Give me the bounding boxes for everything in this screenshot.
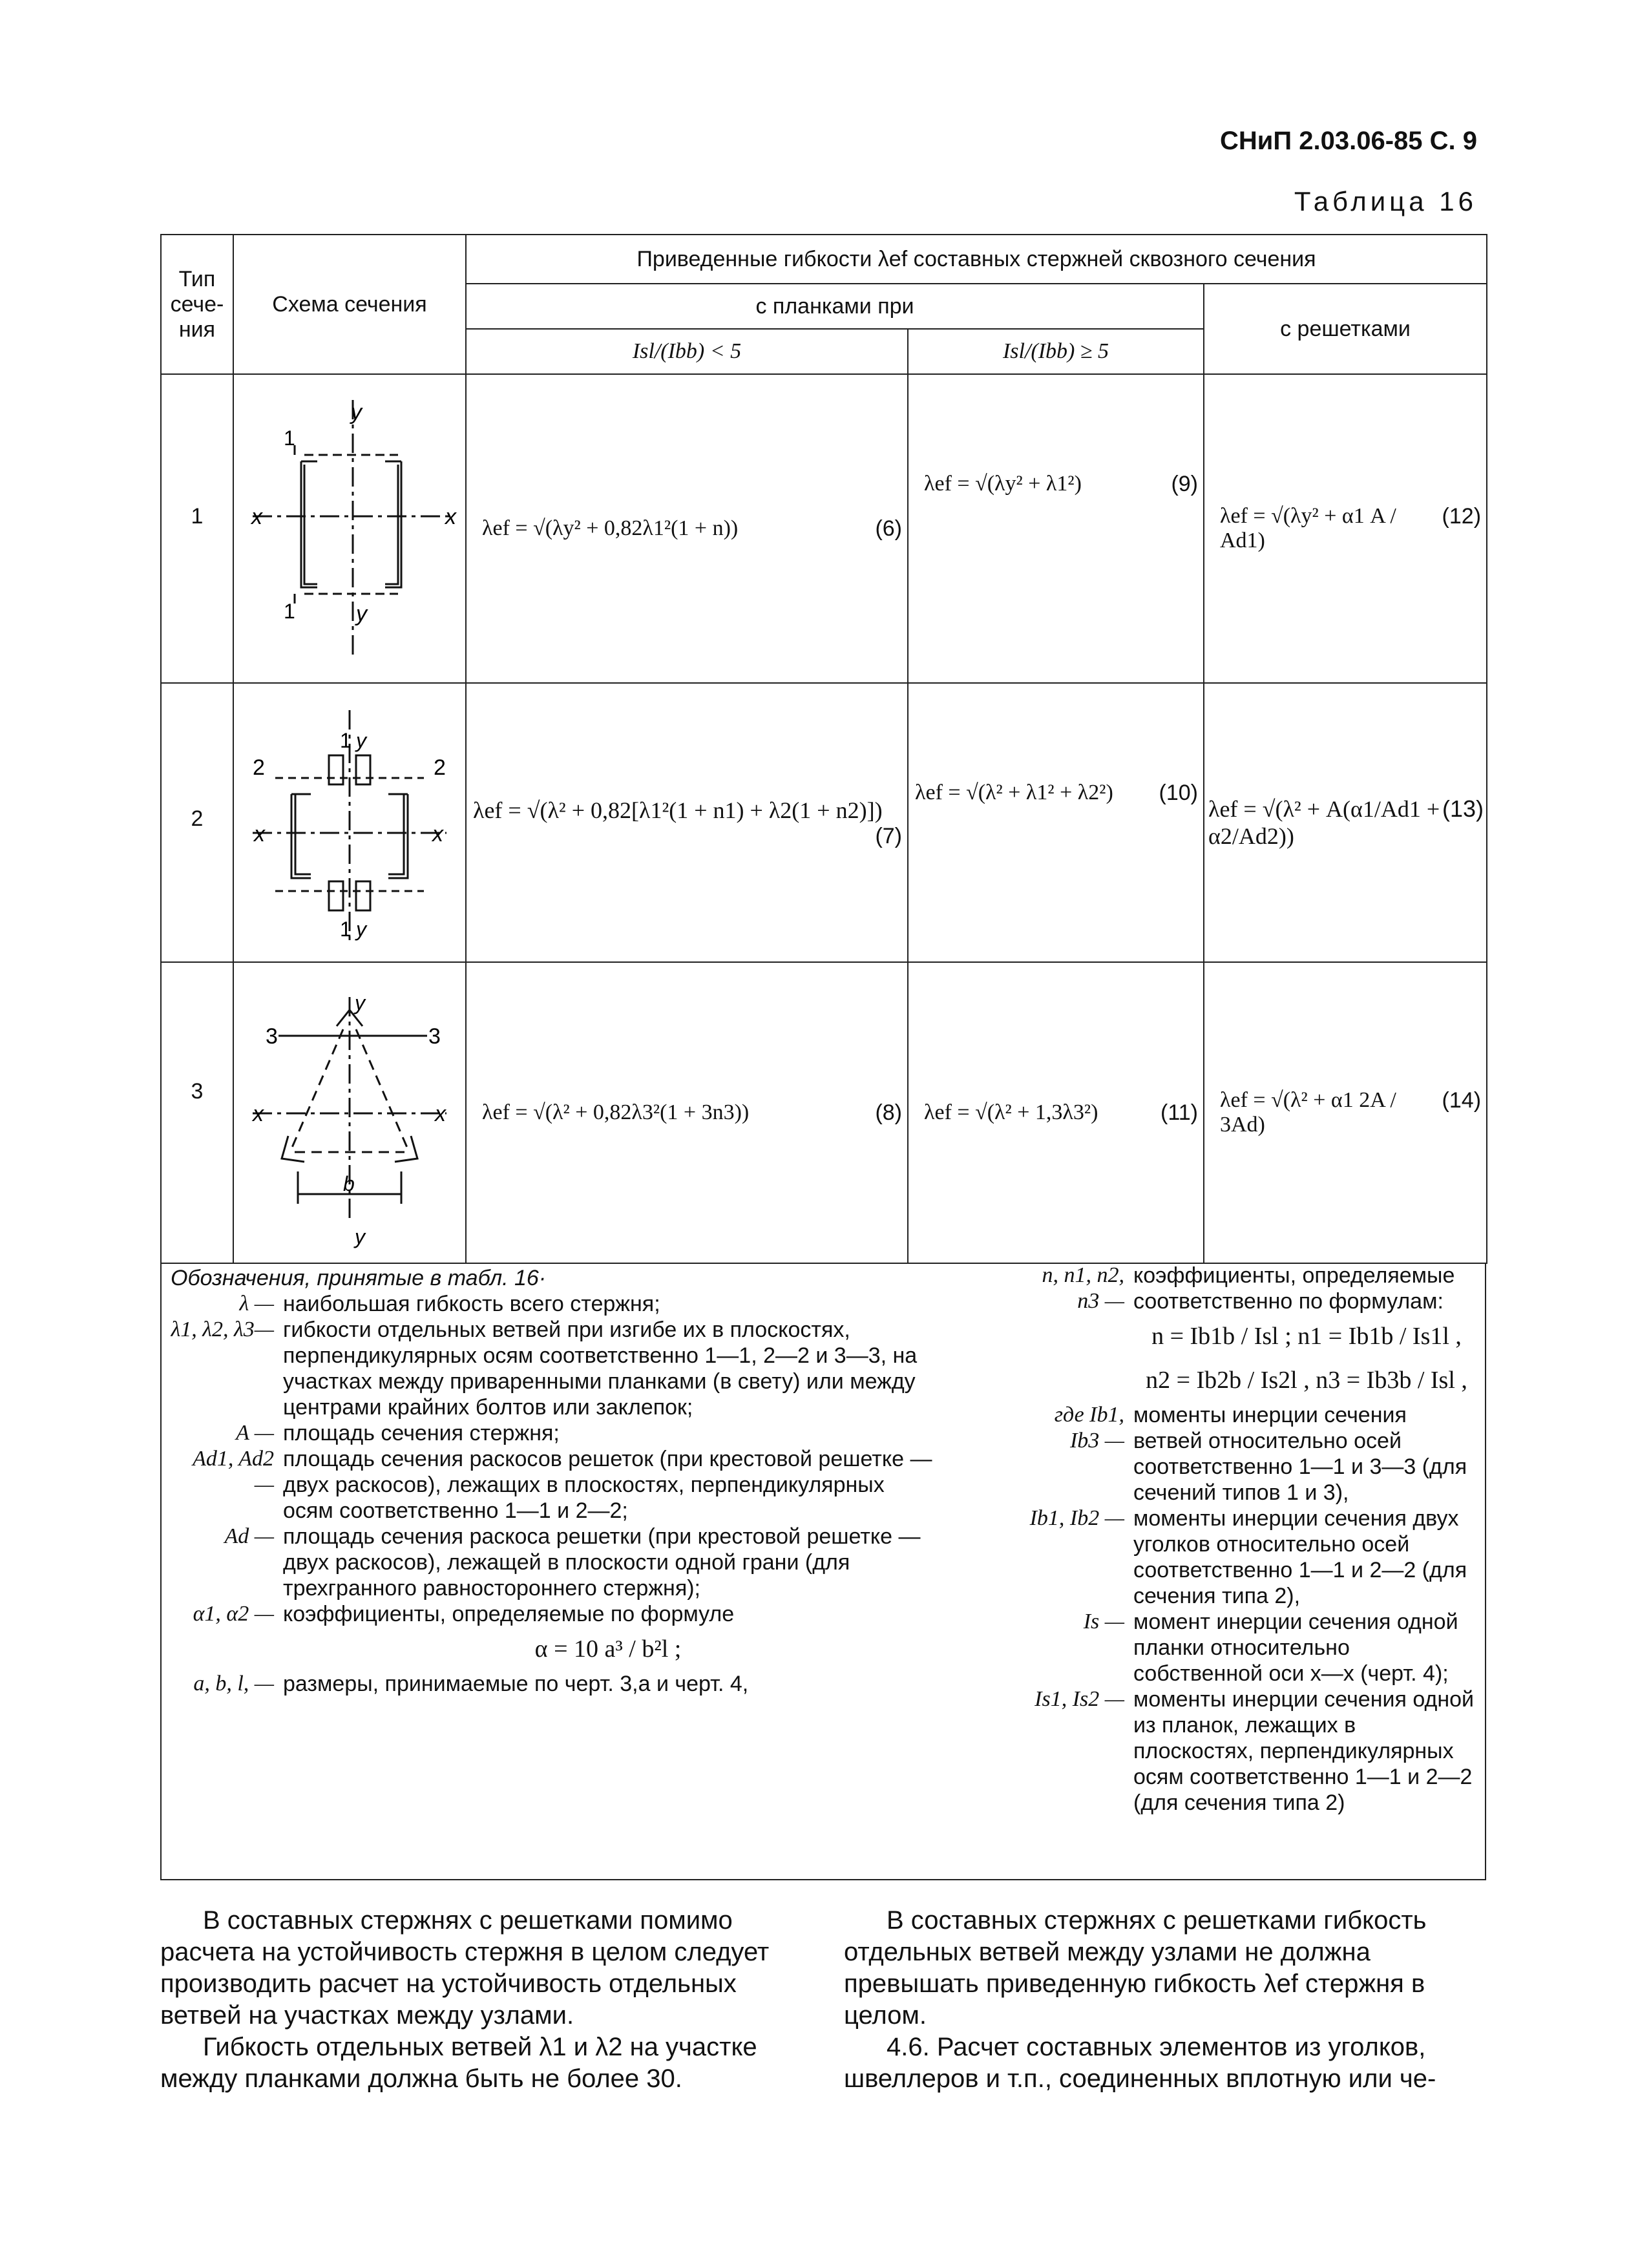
label-y: y <box>356 728 366 752</box>
row-type: 3 <box>161 962 233 1263</box>
note-text: площадь сечения стержня; <box>283 1421 560 1445</box>
table-row <box>161 683 1487 962</box>
formula-12: λef = √(λy² + α1 A / Ad1) <box>1220 504 1396 552</box>
note-symbol <box>171 1627 274 1671</box>
note-text: n2 = Ib2b / Is2l , n3 = Ib3b / Isl , <box>1146 1367 1467 1394</box>
scheme-1-drawing <box>240 381 459 671</box>
formula-number: (13) <box>1442 795 1484 822</box>
note-symbol: Is1, Is2 — <box>1035 1687 1124 1711</box>
formula-7-cell <box>466 683 908 962</box>
note-symbol: A — <box>236 1421 274 1445</box>
col-scheme-header: Схема сечения <box>233 235 466 374</box>
formula-6: λef = √(λy² + 0,82λ1²(1 + n)) <box>482 516 739 540</box>
formula-11-cell <box>908 962 1204 1263</box>
bottom-left-column <box>160 1905 778 2095</box>
formula-14: λef = √(λ² + α1 2A / 3Ad) <box>1220 1088 1396 1137</box>
scheme-2-drawing <box>240 684 459 956</box>
note-item <box>1021 1686 1480 1816</box>
note-item <box>171 1420 933 1446</box>
note-text: α = 10 a³ / b²l ; <box>534 1635 682 1663</box>
note-text: коэффициенты, определяемые соответственно по формулам: <box>1133 1263 1455 1314</box>
formula-number: (14) <box>1442 1088 1482 1113</box>
formula-6-cell <box>466 374 908 683</box>
note-symbol <box>1021 1314 1124 1358</box>
note-text: площадь сечения раскосов решеток (при крестовой решетке —двух раскосов), лежащих в плоскостях, перпендикулярных осям соответственно 1—1 и 2—2; <box>283 1447 932 1523</box>
note-item <box>171 1317 933 1420</box>
formula-10-cell <box>908 683 1204 962</box>
note-text: моменты инерции сечения ветвей относительно осей соответственно 1—1 и 3—3 (для сечений типов 1 и 3), <box>1133 1403 1467 1505</box>
scheme-cell <box>233 374 466 683</box>
cond-lt-header: Isl/(Ibb) < 5 <box>466 329 908 374</box>
formula-number: (7) <box>875 823 902 848</box>
note-symbol: a, b, l, — <box>193 1672 274 1696</box>
paragraph: В составных стержнях с решетками помимо расчета на устойчивость стержня в целом следует производить расчет на устойчивость отдельных ветвей на участках между узлами. <box>160 1906 770 2030</box>
table-row <box>161 374 1487 683</box>
label-b: b <box>343 1171 355 1195</box>
formula-number: (8) <box>875 1100 902 1125</box>
note-symbol: α1, α2 — <box>193 1602 274 1626</box>
scheme-cell <box>233 683 466 962</box>
note-text: коэффициенты, определяемые по формуле <box>283 1602 735 1626</box>
page-header: СНиП 2.03.06-85 С. 9 <box>1220 127 1477 155</box>
formula-8: λef = √(λ² + 0,82λ3²(1 + 3n3)) <box>482 1100 750 1124</box>
note-text: площадь сечения раскоса решетки (при крестовой решетке — двух раскосов), лежащей в плоскости одной грани (для трехгранного равностороннего стержня); <box>283 1524 921 1601</box>
notes-left <box>171 1263 933 1697</box>
cond-ge-header: Isl/(Ibb) ≥ 5 <box>908 329 1204 374</box>
formula-number: (10) <box>1159 781 1198 805</box>
formula-number: (12) <box>1442 504 1482 529</box>
notes-title: Обозначения, принятые в табл. 16· <box>171 1266 547 1290</box>
notes-left-list <box>171 1291 933 1697</box>
formula-13-cell <box>1204 683 1487 962</box>
label-3: 3 <box>266 1024 278 1049</box>
label-2: 2 <box>253 755 265 780</box>
notes-right-list <box>1021 1263 1480 1816</box>
plates-header: с планками при <box>466 284 1204 329</box>
bottom-right-column <box>844 1905 1486 2095</box>
formula-number: (11) <box>1161 1100 1198 1125</box>
notes-box <box>160 1263 1486 1880</box>
note-symbol: Is — <box>1083 1610 1124 1633</box>
scheme-cell <box>233 962 466 1263</box>
col-type-header: Тип сече-ния <box>161 235 233 374</box>
label-1: 1 <box>284 599 295 623</box>
group-header: Приведенные гибкости λef составных стержней сквозного сечения <box>466 235 1487 284</box>
label-x: x <box>445 504 456 529</box>
formula-13: λef = √(λ² + A(α1/Ad1 + α2/Ad2)) <box>1208 796 1440 849</box>
note-item <box>171 1671 933 1697</box>
note-item <box>1021 1358 1480 1402</box>
note-item <box>171 1524 933 1601</box>
lattice-header: с решетками <box>1204 284 1487 374</box>
formula-9-cell <box>908 374 1204 683</box>
formula-number: (6) <box>875 516 902 541</box>
label-x: x <box>253 1101 264 1126</box>
note-symbol: λ — <box>239 1292 274 1316</box>
paragraph-section-4-6: 4.6. Расчет составных элементов из уголков, швеллеров и т.п., соединенных вплотную или че- <box>844 2033 1436 2093</box>
note-item <box>171 1446 933 1524</box>
note-text: размеры, принимаемые по черт. 3,а и черт. 4, <box>283 1672 749 1696</box>
formula-number: (9) <box>1171 472 1198 496</box>
note-item <box>171 1291 933 1317</box>
label-y: y <box>355 1224 365 1248</box>
label-y: y <box>356 917 366 941</box>
note-item <box>1021 1263 1480 1314</box>
formula-14-cell <box>1204 962 1487 1263</box>
note-symbol <box>1021 1358 1124 1402</box>
label-x: x <box>435 1101 446 1126</box>
label-2: 2 <box>434 755 446 780</box>
note-item <box>1021 1609 1480 1686</box>
note-text: моменты инерции сечения двух уголков относительно осей соответственно 1—1 и 2—2 (для сечения типа 2), <box>1133 1506 1467 1608</box>
formula-7: λef = √(λ² + 0,82[λ1²(1 + n1) + λ2(1 + n2)]) <box>473 797 883 823</box>
scheme-3-drawing <box>240 965 459 1255</box>
note-symbol: Ad1, Ad2 — <box>193 1447 274 1496</box>
label-1: 1 <box>284 426 295 450</box>
table-row <box>161 962 1487 1263</box>
note-item <box>1021 1402 1480 1506</box>
label-x: x <box>254 821 265 846</box>
label-1: 1 <box>340 917 352 941</box>
paragraph: Гибкость отдельных ветвей λ1 и λ2 на участке между планками должна быть не более 30. <box>160 2033 757 2093</box>
note-symbol: Ad — <box>224 1524 274 1548</box>
label-y: y <box>356 601 367 626</box>
note-symbol: Ib1, Ib2 — <box>1029 1506 1124 1530</box>
note-text: наибольшая гибкость всего стержня; <box>283 1292 660 1316</box>
note-item <box>171 1601 933 1627</box>
notes-right <box>1021 1263 1480 1816</box>
note-text: момент инерции сечения одной планки относительно собственной оси x—x (черт. 4); <box>1133 1610 1458 1686</box>
formula-11: λef = √(λ² + 1,3λ3²) <box>924 1100 1098 1124</box>
label-y: y <box>355 991 365 1014</box>
note-item <box>1021 1506 1480 1609</box>
table-caption: Таблица 16 <box>1294 186 1477 216</box>
note-symbol: где Ib1, Ib3 — <box>1054 1403 1124 1453</box>
note-text: n = Ib1b / Isl ; n1 = Ib1b / Is1l , <box>1151 1323 1462 1350</box>
note-text: моменты инерции сечения одной из планок, лежащих в плоскостях, перпендикулярных осям соответственно 1—1 и 2—2 (для сечения типа 2) <box>1133 1687 1474 1815</box>
label-1: 1 <box>340 728 352 752</box>
label-y: y <box>351 399 362 425</box>
label-3: 3 <box>428 1024 441 1049</box>
row-type: 2 <box>161 683 233 962</box>
note-item <box>171 1627 933 1671</box>
note-text: гибкости отдельных ветвей при изгибе их в плоскостях, перпендикулярных осям соответственно 1—1, 2—2 и 3—3, на участках между приваренными планками (в свету) или между центрами крайних болтов или заклепок; <box>283 1318 918 1420</box>
formula-9: λef = √(λy² + λ1²) <box>924 472 1082 496</box>
paragraph: В составных стержнях с решетками гибкость отдельных ветвей между узлами не должна превышать приведенную гибкость λef стержня в целом. <box>844 1906 1427 2030</box>
note-symbol: n, n1, n2, n3 — <box>1042 1263 1124 1313</box>
label-x: x <box>251 504 262 529</box>
formula-8-cell <box>466 962 908 1263</box>
table-16 <box>160 234 1487 1264</box>
label-x: x <box>432 821 443 846</box>
note-item <box>1021 1314 1480 1358</box>
formula-12-cell <box>1204 374 1487 683</box>
formula-10: λef = √(λ² + λ1² + λ2²) <box>915 781 1113 804</box>
note-symbol: λ1, λ2, λ3— <box>171 1318 274 1341</box>
row-type: 1 <box>161 374 233 683</box>
